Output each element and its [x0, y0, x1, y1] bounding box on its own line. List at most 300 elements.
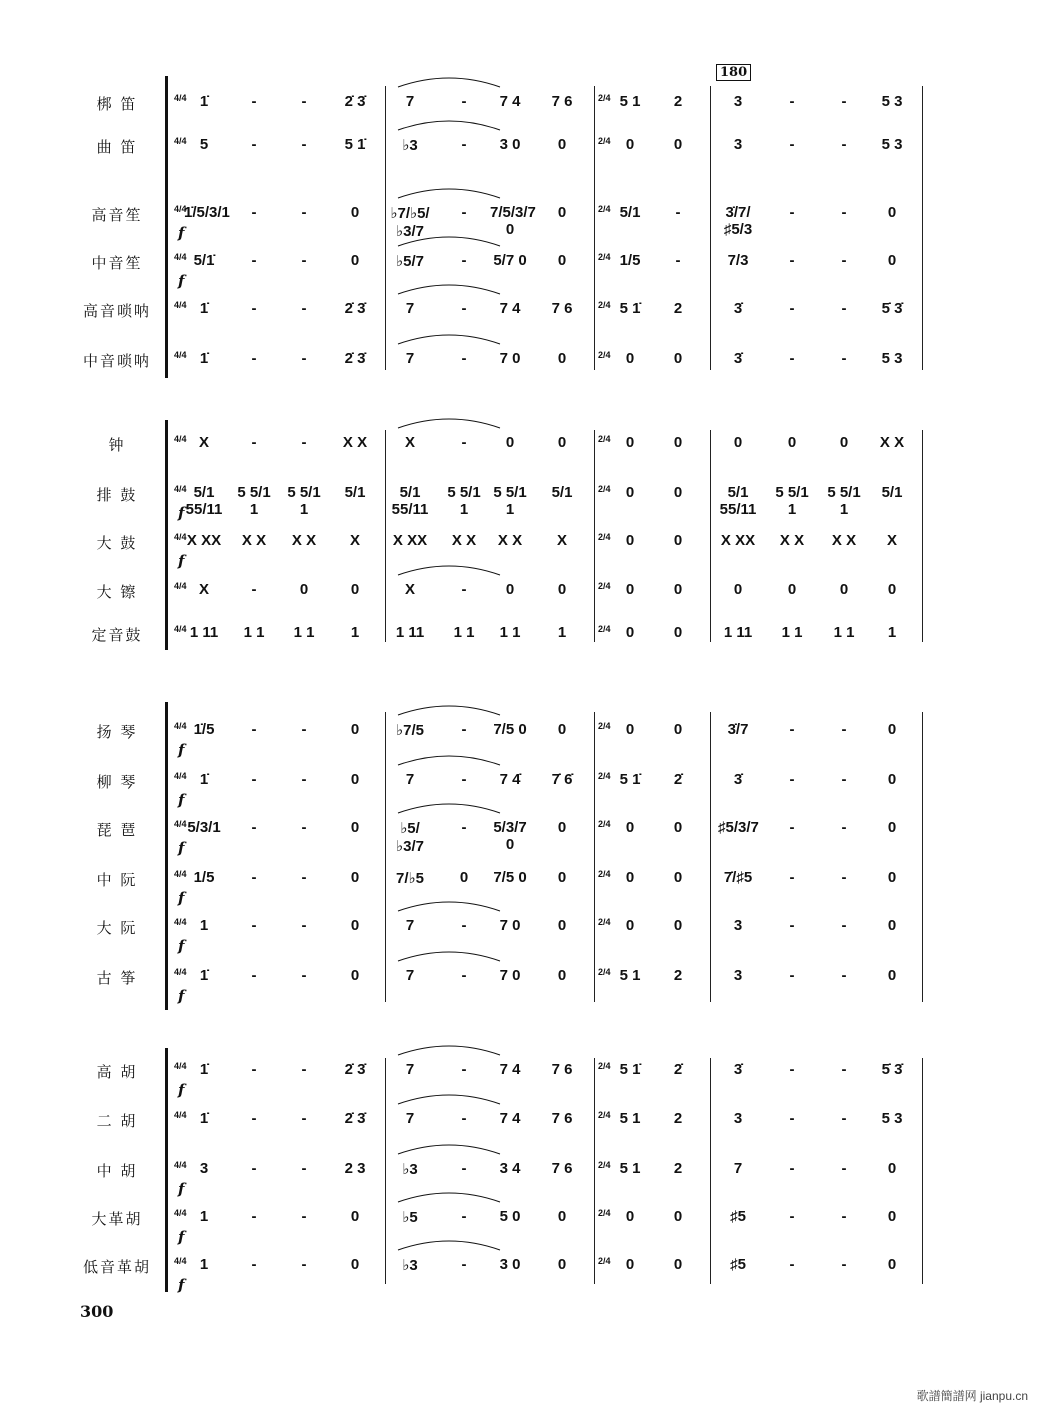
note: 5 3 — [881, 93, 903, 110]
time-signature: 2/4 — [598, 967, 611, 977]
note: 5/1 55/11 — [719, 484, 757, 518]
note: 0 — [350, 252, 360, 269]
note: 0 — [625, 136, 635, 153]
note: 2 — [673, 300, 683, 317]
note: 5/1 — [344, 484, 366, 501]
note: - — [789, 1160, 795, 1177]
note: - — [461, 771, 467, 788]
note: 5̇ 3̇ — [881, 1061, 903, 1078]
instrument-label: 大 镲 — [96, 583, 138, 601]
dynamic-f: f — [178, 552, 185, 570]
note: 2̇ — [673, 771, 683, 788]
note: - — [461, 1160, 467, 1177]
note: 1 — [887, 624, 897, 641]
note: 1̇ — [199, 967, 209, 984]
time-signature: 2/4 — [598, 204, 611, 214]
note: 5/1 — [551, 484, 573, 501]
note: 0 — [505, 434, 515, 451]
time-signature: 2/4 — [598, 484, 611, 494]
time-signature: 2/4 — [598, 93, 611, 103]
time-signature: 2/4 — [598, 434, 611, 444]
time-signature: 4/4 — [174, 204, 187, 214]
slur — [398, 706, 500, 715]
note: X X — [831, 532, 857, 549]
instrument-label: 中音唢呐 — [82, 352, 151, 370]
note: ♯5 — [730, 1256, 746, 1273]
slur — [398, 756, 500, 765]
note: 5 5/1 1 — [287, 484, 321, 518]
note: 0 — [557, 721, 567, 738]
dynamic-f: f — [178, 224, 185, 242]
time-signature: 2/4 — [598, 581, 611, 591]
note: 5/1 55/11 — [185, 484, 223, 518]
note: 1̇/5 — [193, 721, 215, 738]
note: 3 — [733, 917, 743, 934]
note: 0 — [887, 721, 897, 738]
time-signature: 4/4 — [174, 721, 187, 731]
note: 0 — [733, 581, 743, 598]
note: 0 — [557, 252, 567, 269]
note: 0 — [557, 967, 567, 984]
note: - — [301, 136, 307, 153]
note: 5 1̇ — [619, 300, 641, 317]
note: 0 — [505, 581, 515, 598]
note: - — [789, 917, 795, 934]
time-signature: 4/4 — [174, 350, 187, 360]
note: - — [789, 869, 795, 886]
instrument-label: 中 胡 — [96, 1162, 138, 1180]
note: - — [789, 819, 795, 836]
note: - — [461, 93, 467, 110]
note: 0 — [673, 532, 683, 549]
note: 2̇ 3̇ — [344, 93, 366, 110]
note: 0 — [625, 624, 635, 641]
note: - — [789, 252, 795, 269]
slur — [398, 121, 500, 130]
note: 0 — [887, 917, 897, 934]
note: - — [301, 721, 307, 738]
note: 2 — [673, 967, 683, 984]
dynamic-f: f — [178, 987, 185, 1005]
note: 0 — [625, 819, 635, 836]
note: 7/5 0 — [493, 721, 527, 738]
note: 0 — [625, 532, 635, 549]
note: - — [841, 1110, 847, 1127]
note: 5 5/1 1 — [237, 484, 271, 518]
note: - — [841, 300, 847, 317]
note: - — [251, 721, 257, 738]
slur — [398, 566, 500, 575]
note: 0 — [887, 771, 897, 788]
note: - — [789, 1208, 795, 1225]
note: ♯5 — [730, 1208, 746, 1225]
note: - — [461, 721, 467, 738]
note: - — [301, 819, 307, 836]
note: 7 0 — [499, 967, 521, 984]
note: 5 — [199, 136, 209, 153]
note: ♭3 — [402, 137, 418, 154]
instrument-label: 柳 琴 — [96, 773, 138, 791]
note: 0 — [887, 581, 897, 598]
note: - — [789, 967, 795, 984]
instrument-label: 高音笙 — [91, 206, 143, 224]
note: - — [251, 771, 257, 788]
instrument-label: 大 阮 — [96, 919, 138, 937]
note: 3̇ — [733, 771, 743, 788]
note: 1 1 — [833, 624, 855, 641]
note: - — [461, 1208, 467, 1225]
time-signature: 4/4 — [174, 917, 187, 927]
time-signature: 2/4 — [598, 1208, 611, 1218]
time-signature: 2/4 — [598, 350, 611, 360]
watermark: 歌譜簡譜网 jianpu.cn — [916, 1389, 1028, 1403]
slur — [398, 419, 500, 428]
note: ♭7/♭5/♭3/7 — [390, 205, 430, 240]
note: X XX — [720, 532, 756, 549]
note: - — [251, 136, 257, 153]
note: - — [301, 300, 307, 317]
note: X XX — [186, 532, 222, 549]
note: - — [789, 1256, 795, 1273]
time-signature: 2/4 — [598, 1061, 611, 1071]
note: 7/5 0 — [493, 869, 527, 886]
note: X X — [879, 434, 905, 451]
note: 0 — [557, 434, 567, 451]
note: 1 11 — [395, 624, 425, 641]
page-number: 300 — [80, 1302, 114, 1321]
time-signature: 4/4 — [174, 532, 187, 542]
note: 2 — [673, 1110, 683, 1127]
dynamic-f: f — [178, 272, 185, 290]
note: 2̇ — [673, 1061, 683, 1078]
note: 3 0 — [499, 1256, 521, 1273]
note: - — [461, 300, 467, 317]
note: X X — [451, 532, 477, 549]
note: 1̇ — [199, 1110, 209, 1127]
note: 0 — [459, 869, 469, 886]
note: 1 11 — [723, 624, 753, 641]
note: 2̇ 3̇ — [344, 1110, 366, 1127]
note: 0 — [299, 581, 309, 598]
note: 7̇/♯5 — [723, 869, 753, 886]
time-signature: 2/4 — [598, 1256, 611, 1266]
note: 1 — [199, 1256, 209, 1273]
note: 7 — [405, 93, 415, 110]
note: 0 — [887, 1208, 897, 1225]
note: 0 — [887, 869, 897, 886]
instrument-label: 排 鼓 — [96, 486, 138, 504]
note: 0 — [625, 721, 635, 738]
note: 7 6 — [551, 300, 573, 317]
note: 1̇ — [199, 1061, 209, 1078]
note: - — [301, 204, 307, 221]
slur — [398, 335, 500, 344]
note: 7 — [405, 1110, 415, 1127]
time-signature: 2/4 — [598, 869, 611, 879]
time-signature: 2/4 — [598, 819, 611, 829]
note: - — [301, 869, 307, 886]
rehearsal-mark: 180 — [716, 64, 751, 81]
note: - — [841, 252, 847, 269]
note: 1̇ — [199, 93, 209, 110]
time-signature: 4/4 — [174, 93, 187, 103]
note: 0 — [887, 819, 897, 836]
note: - — [841, 136, 847, 153]
note: - — [789, 1110, 795, 1127]
note: - — [301, 252, 307, 269]
note: 2 3 — [344, 1160, 366, 1177]
instrument-label: 高音唢呐 — [82, 302, 151, 320]
note: 0 — [673, 1256, 683, 1273]
note: 0 — [673, 917, 683, 934]
note: 5 1 — [619, 1160, 641, 1177]
slur — [398, 78, 500, 87]
note: - — [789, 93, 795, 110]
note: 0 — [673, 136, 683, 153]
note: 0 — [673, 434, 683, 451]
time-signature: 2/4 — [598, 721, 611, 731]
time-signature: 2/4 — [598, 532, 611, 542]
slur — [398, 1193, 500, 1202]
note: - — [301, 434, 307, 451]
note: 0 — [887, 1160, 897, 1177]
note: 3̇ — [733, 350, 743, 367]
note: 0 — [839, 434, 849, 451]
note: 1̇ — [199, 771, 209, 788]
note: 7̇ 6̇ — [551, 771, 573, 788]
note: - — [301, 967, 307, 984]
note: 1 11 — [189, 624, 219, 641]
note: 3̇ — [733, 300, 743, 317]
note: 0 — [887, 204, 897, 221]
note: - — [789, 721, 795, 738]
note: - — [251, 1061, 257, 1078]
note: X — [404, 581, 415, 598]
note: 0 — [625, 434, 635, 451]
instrument-label: 钟 — [108, 436, 126, 454]
dynamic-f: f — [178, 1081, 185, 1099]
note: 7 4̇ — [499, 771, 521, 788]
note: 5 1 — [619, 1110, 641, 1127]
note: - — [301, 1160, 307, 1177]
note: - — [841, 204, 847, 221]
note: - — [461, 252, 467, 269]
time-signature: 2/4 — [598, 917, 611, 927]
note: 5 5/1 1 — [447, 484, 481, 518]
note: ♭3 — [402, 1257, 418, 1274]
note: 0 — [557, 819, 567, 836]
time-signature: 4/4 — [174, 581, 187, 591]
note: 1̇ — [199, 350, 209, 367]
note: 0 — [625, 917, 635, 934]
note: - — [841, 350, 847, 367]
note: 1/5 — [619, 252, 641, 269]
note: 2̇ 3̇ — [344, 350, 366, 367]
note: 0 — [350, 1208, 360, 1225]
note: 5̇ 3̇ — [881, 300, 903, 317]
note: - — [789, 771, 795, 788]
note: X X — [497, 532, 523, 549]
instrument-label: 曲 笛 — [96, 138, 138, 156]
note: 5/1 55/11 — [391, 484, 429, 518]
dynamic-f: f — [178, 791, 185, 809]
note: - — [251, 1110, 257, 1127]
time-signature: 4/4 — [174, 1160, 187, 1170]
note: - — [251, 1160, 257, 1177]
note: X X — [779, 532, 805, 549]
note: 2̇ 3̇ — [344, 1061, 366, 1078]
note: - — [251, 93, 257, 110]
note: 1 — [199, 917, 209, 934]
instrument-label: 定音鼓 — [91, 626, 143, 644]
time-signature: 2/4 — [598, 1160, 611, 1170]
note: 5 1̇ — [619, 1061, 641, 1078]
note: - — [841, 771, 847, 788]
note: 7/♭5 — [396, 870, 424, 887]
note: 1 — [557, 624, 567, 641]
dynamic-f: f — [178, 741, 185, 759]
note: 5/3/1 — [187, 819, 221, 836]
note: 7 — [405, 300, 415, 317]
note: 1̇/5/3/1 — [184, 204, 230, 221]
note: X X — [291, 532, 317, 549]
note: 0 — [625, 1256, 635, 1273]
note: 0 — [557, 581, 567, 598]
note: 5 0 — [499, 1208, 521, 1225]
dynamic-f: f — [178, 839, 185, 857]
note: 5 1 — [619, 93, 641, 110]
note: - — [251, 917, 257, 934]
note: - — [841, 819, 847, 836]
note: 3 — [199, 1160, 209, 1177]
note: 0 — [887, 967, 897, 984]
note: 0 — [787, 581, 797, 598]
instrument-label: 大革胡 — [91, 1210, 143, 1228]
time-signature: 4/4 — [174, 484, 187, 494]
note: - — [789, 204, 795, 221]
note: 7 — [405, 1061, 415, 1078]
note: - — [841, 869, 847, 886]
note: - — [251, 252, 257, 269]
note: 7 0 — [499, 350, 521, 367]
note: 0 — [673, 869, 683, 886]
note: - — [841, 721, 847, 738]
dynamic-f: f — [178, 1228, 185, 1246]
note: 5/3/7 0 — [493, 819, 527, 853]
note: - — [841, 1256, 847, 1273]
note: 0 — [625, 869, 635, 886]
note: - — [841, 1208, 847, 1225]
note: 5 3 — [881, 1110, 903, 1127]
note: ♯5/3/7 — [718, 819, 759, 836]
note: - — [675, 204, 681, 221]
note: 0 — [350, 819, 360, 836]
note: 0 — [557, 1256, 567, 1273]
note: 5/7 0 — [493, 252, 527, 269]
note: X — [198, 581, 209, 598]
note: - — [461, 136, 467, 153]
time-signature: 2/4 — [598, 624, 611, 634]
note: 1 1 — [243, 624, 265, 641]
time-signature: 2/4 — [598, 252, 611, 262]
note: - — [461, 204, 467, 221]
note: 7 4 — [499, 93, 521, 110]
slur — [398, 952, 500, 961]
note: - — [675, 252, 681, 269]
note: 1 — [199, 1208, 209, 1225]
note: 7/3 — [727, 252, 749, 269]
note: ♭5/7 — [396, 253, 424, 270]
note: 3̇/7/♯5/3 — [723, 204, 753, 238]
note: - — [251, 581, 257, 598]
slur — [398, 1095, 500, 1104]
dynamic-f: f — [178, 1180, 185, 1198]
note: - — [461, 917, 467, 934]
note: 5 5/1 1 — [775, 484, 809, 518]
note: X — [404, 434, 415, 451]
note: 0 — [625, 484, 635, 501]
note: 0 — [673, 350, 683, 367]
time-signature: 4/4 — [174, 1256, 187, 1266]
note: 5 1 — [619, 967, 641, 984]
note: X — [349, 532, 360, 549]
note: 5 5/1 1 — [827, 484, 861, 518]
note: - — [301, 917, 307, 934]
note: 7 4 — [499, 300, 521, 317]
note: 0 — [350, 1256, 360, 1273]
note: - — [841, 917, 847, 934]
note: ♭5/♭3/7 — [396, 820, 424, 855]
instrument-label: 古 筝 — [96, 969, 138, 987]
instrument-label: 琵 琶 — [96, 821, 138, 839]
note: 0 — [557, 136, 567, 153]
time-signature: 4/4 — [174, 300, 187, 310]
note: 3 0 — [499, 136, 521, 153]
note: ♭7/5 — [396, 722, 424, 739]
note: - — [251, 300, 257, 317]
note: 7 — [733, 1160, 743, 1177]
note: 0 — [625, 581, 635, 598]
note: 7 6 — [551, 1160, 573, 1177]
note: 2 — [673, 93, 683, 110]
note: 5/1 — [619, 204, 641, 221]
note: 3 — [733, 967, 743, 984]
note: 5 3 — [881, 350, 903, 367]
note: ♭3 — [402, 1161, 418, 1178]
note: 1 — [350, 624, 360, 641]
note: 7 6 — [551, 93, 573, 110]
note: 0 — [557, 204, 567, 221]
note: 0 — [350, 771, 360, 788]
note: 0 — [673, 581, 683, 598]
note: 0 — [557, 917, 567, 934]
note: 7 — [405, 967, 415, 984]
note: 5 3 — [881, 136, 903, 153]
time-signature: 4/4 — [174, 252, 187, 262]
note: 0 — [557, 350, 567, 367]
note: 0 — [625, 1208, 635, 1225]
note: - — [251, 204, 257, 221]
note: 7 6 — [551, 1061, 573, 1078]
note: 5 5/1 1 — [493, 484, 527, 518]
slur — [398, 804, 500, 813]
note: 0 — [557, 869, 567, 886]
time-signature: 4/4 — [174, 624, 187, 634]
note: X X — [241, 532, 267, 549]
note: - — [301, 1110, 307, 1127]
note: 5 1̇ — [619, 771, 641, 788]
slur — [398, 237, 500, 246]
